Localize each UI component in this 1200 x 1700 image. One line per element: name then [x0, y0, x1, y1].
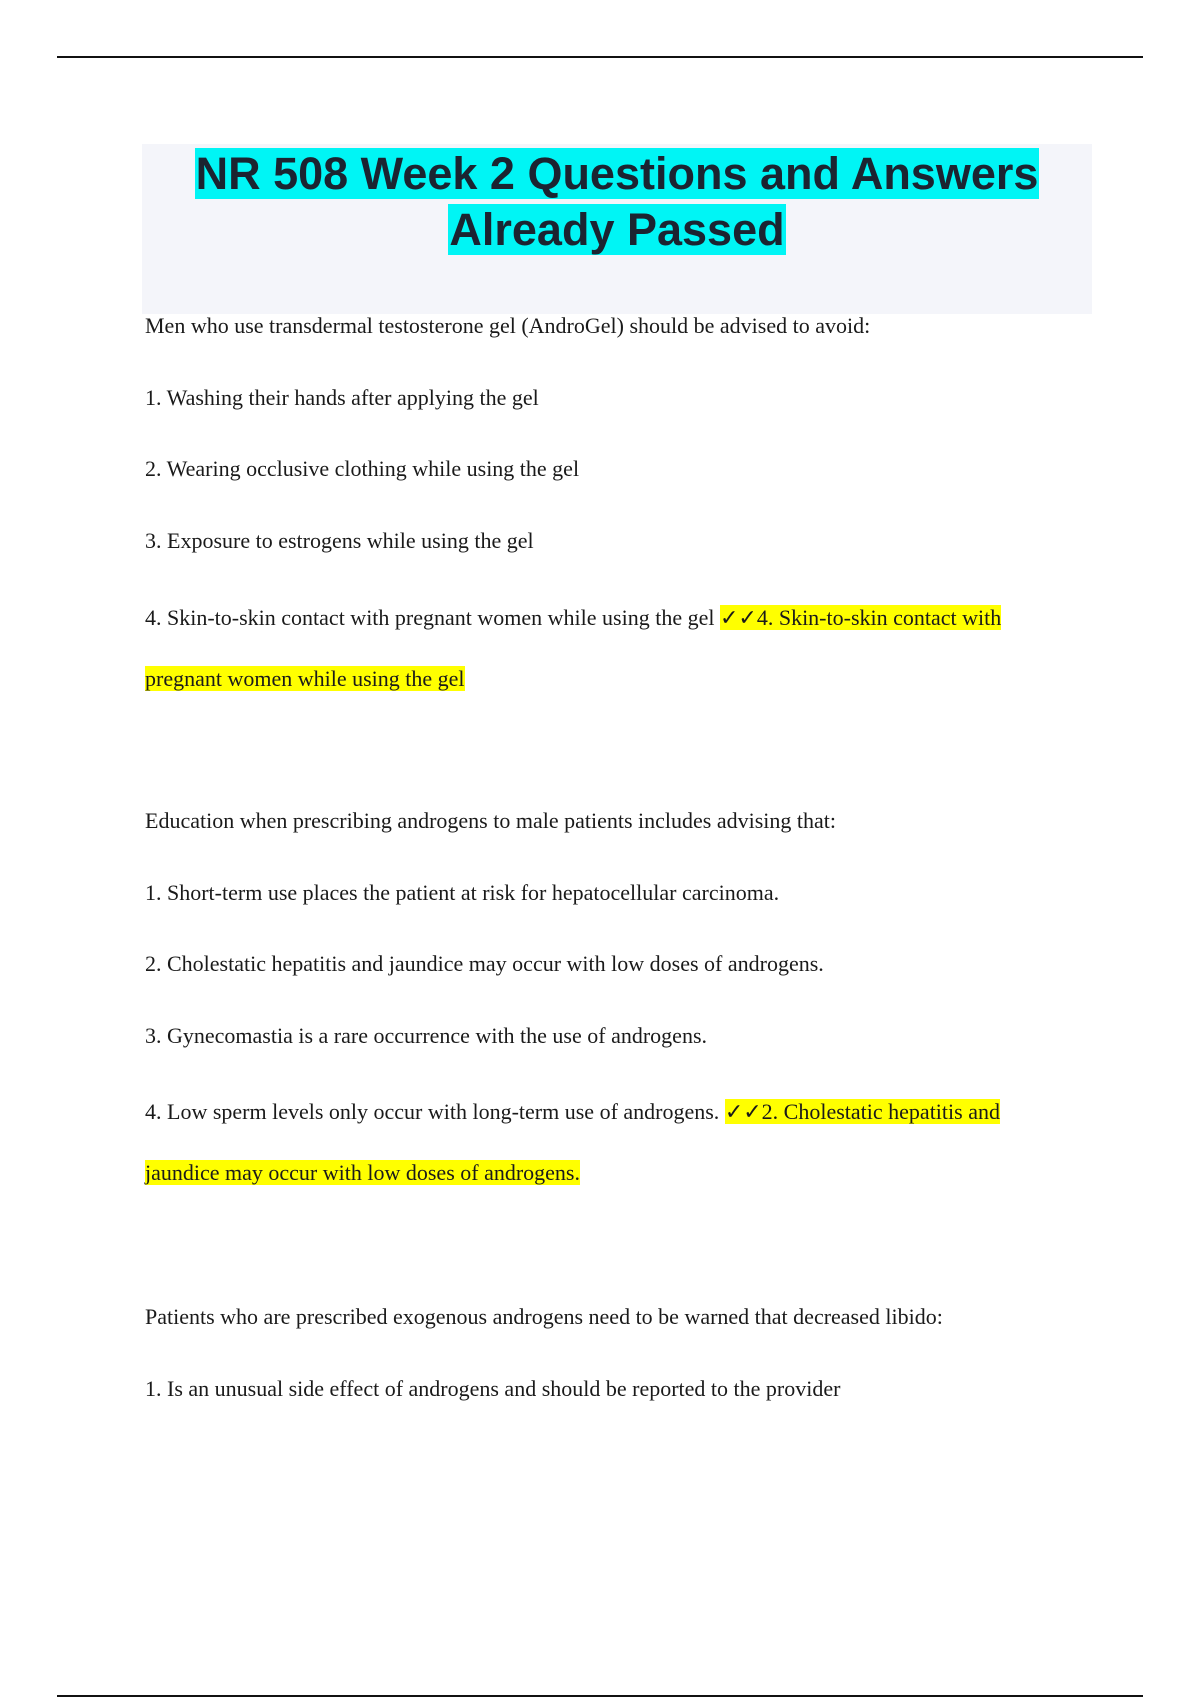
title-line-2: Already Passed — [449, 204, 785, 255]
question-prompt: Men who use transdermal testosterone gel (AndroGel) should be advised to avoid: — [145, 313, 871, 338]
answer-option: 4. Low sperm levels only occur with long-term use of androgens. — [145, 1099, 720, 1124]
title-block — [142, 144, 1092, 314]
title-line-1: NR 508 Week 2 Questions and Answers — [195, 148, 1039, 199]
answer-option: 2. Wearing occlusive clothing while using the gel — [145, 456, 580, 481]
question-prompt: Patients who are prescribed exogenous androgens need to be warned that decreased libido: — [145, 1304, 943, 1329]
correct-answer-highlight: jaundice may occur with low doses of androgens. — [145, 1160, 580, 1185]
top-rule — [57, 56, 1143, 58]
answer-option: 1. Short-term use places the patient at risk for hepatocellular carcinoma. — [145, 880, 780, 905]
answer-option: 1. Is an unusual side effect of androgens and should be reported to the provider — [145, 1376, 841, 1401]
answer-option-with-correct — [145, 1097, 1000, 1127]
answer-option-with-correct — [145, 603, 1001, 633]
correct-answer-highlight: pregnant women while using the gel — [145, 666, 465, 691]
answer-option: 3. Exposure to estrogens while using the gel — [145, 528, 534, 553]
correct-answer-continuation — [145, 1158, 580, 1188]
answer-option: 4. Skin-to-skin contact with pregnant women while using the gel — [145, 605, 715, 630]
answer-option: 3. Gynecomastia is a rare occurrence with the use of androgens. — [145, 1023, 707, 1048]
question-prompt: Education when prescribing androgens to male patients includes advising that: — [145, 808, 836, 833]
document-title — [142, 144, 1092, 258]
correct-answer-continuation — [145, 664, 465, 694]
correct-answer-highlight: ✓✓2. Cholestatic hepatitis and — [724, 1099, 1000, 1124]
bottom-rule — [57, 1695, 1143, 1697]
answer-option: 2. Cholestatic hepatitis and jaundice may occur with low doses of androgens. — [145, 951, 824, 976]
correct-answer-highlight: ✓✓4. Skin-to-skin contact with — [719, 605, 1002, 630]
answer-option: 1. Washing their hands after applying the gel — [145, 385, 539, 410]
